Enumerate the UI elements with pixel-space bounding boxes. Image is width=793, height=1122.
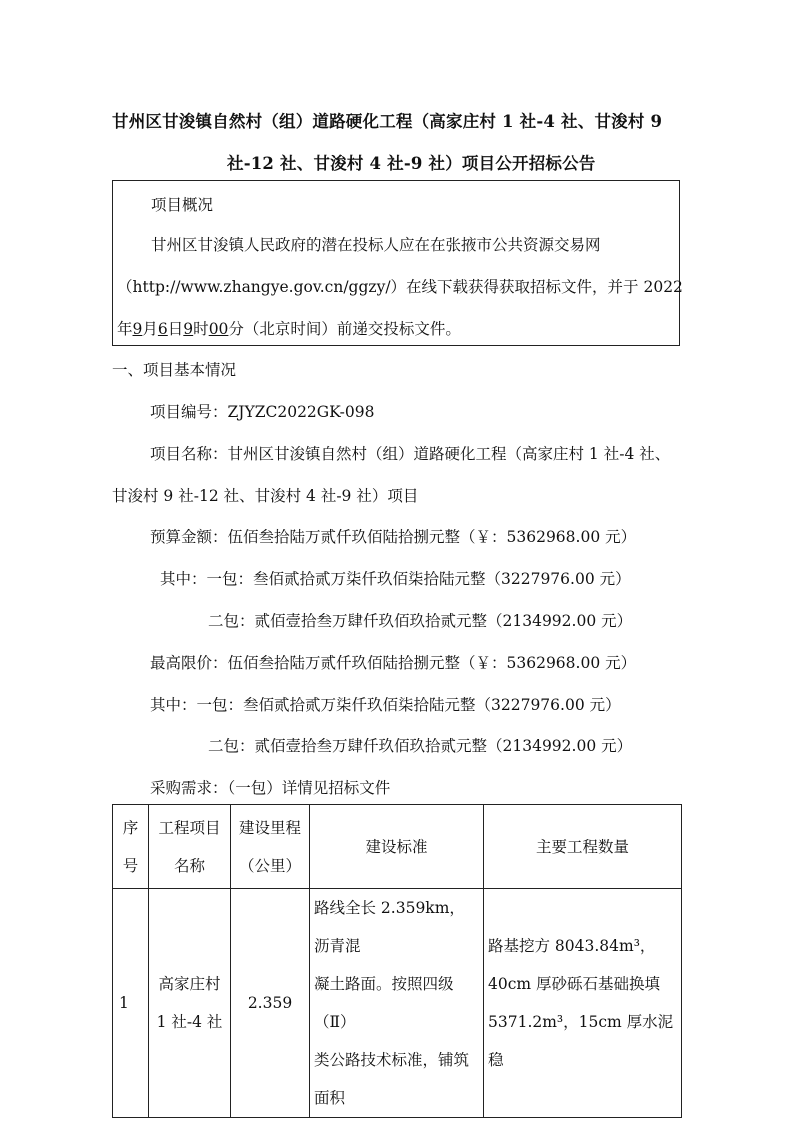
header-length: 建设里程 （公里） bbox=[231, 805, 310, 889]
max-price-package-2: 二包：贰佰壹拾叁万肆仟玖佰玖拾贰元整（2134992.00 元） bbox=[208, 737, 633, 755]
header-serial: 序 号 bbox=[113, 805, 149, 889]
deadline-month: 9 bbox=[132, 320, 143, 338]
table-row bbox=[113, 889, 682, 1118]
header-standard: 建设标准 bbox=[310, 805, 484, 889]
procurement-demand: 采购需求：（一包）详情见招标文件 bbox=[150, 779, 391, 797]
notice-title-line-2: 社-12 社、甘浚村 4 社-9 社）项目公开招标公告 bbox=[227, 154, 596, 173]
project-name-line-2: 甘浚村 9 社-12 社、甘浚村 4 社-9 社）项目 bbox=[112, 487, 419, 505]
max-price: 最高限价：伍佰叁拾陆万贰仟玖佰陆拾捌元整（￥：5362968.00 元） bbox=[150, 654, 637, 672]
header-quantity: 主要工程数量 bbox=[484, 805, 682, 889]
section-1-heading: 一、项目基本情况 bbox=[112, 361, 237, 379]
deadline-hour: 9 bbox=[183, 320, 194, 338]
project-number: 项目编号：ZJYZC2022GK-098 bbox=[150, 403, 375, 421]
deadline-day: 6 bbox=[157, 320, 168, 338]
overview-line-2: （http://www.zhangye.gov.cn/ggzy/）在线下载获得获取招标文件，并于 2022 bbox=[117, 278, 683, 296]
row-length: 2.359 bbox=[231, 889, 310, 1118]
max-price-package-1: 其中：一包：叁佰贰拾贰万柒仟玖佰柒拾陆元整（3227976.00 元） bbox=[150, 696, 621, 714]
row-project-name: 高家庄村 1 社-4 社 bbox=[149, 889, 231, 1118]
month-label: 月 bbox=[142, 320, 158, 338]
row-quantity: 路基挖方 8043.84m³， 40cm 厚砂砾石基础换填 5371.2m³，15cm 厚水泥稳 bbox=[484, 889, 682, 1118]
hour-label: 时 bbox=[193, 320, 209, 338]
budget-package-1: 其中：一包：叁佰贰拾贰万柒仟玖佰柒拾陆元整（3227976.00 元） bbox=[160, 570, 631, 588]
row-standard: 路线全长 2.359km，沥青混 凝土路面。按照四级（Ⅱ） 类公路技术标准，铺筑面积 bbox=[310, 889, 484, 1118]
budget-amount: 预算金额：伍佰叁拾陆万贰仟玖佰陆拾捌元整（￥：5362968.00 元） bbox=[150, 528, 637, 546]
overview-line-1: 甘州区甘浚镇人民政府的潜在投标人应在在张掖市公共资源交易网 bbox=[151, 236, 601, 254]
project-spec-table bbox=[112, 804, 682, 1118]
budget-package-2: 二包：贰佰壹拾叁万肆仟玖佰玖拾贰元整（2134992.00 元） bbox=[208, 612, 633, 630]
row-serial: 1 bbox=[113, 889, 149, 1118]
table-header-row bbox=[113, 805, 682, 889]
deadline-minute: 00 bbox=[208, 320, 229, 338]
year-suffix: 年 bbox=[117, 320, 133, 338]
day-label: 日 bbox=[167, 320, 184, 338]
notice-title-line-1: 甘州区甘浚镇自然村（组）道路硬化工程（高家庄村 1 社-4 社、甘浚村 9 bbox=[112, 112, 663, 131]
deadline-rest: 分（北京时间）前递交投标文件。 bbox=[228, 320, 461, 338]
overview-line-3 bbox=[117, 317, 461, 339]
project-name-line-1: 项目名称：甘州区甘浚镇自然村（组）道路硬化工程（高家庄村 1 社-4 社、 bbox=[150, 445, 671, 463]
header-project-name: 工程项目 名称 bbox=[149, 805, 231, 889]
overview-box bbox=[112, 180, 683, 346]
overview-heading: 项目概况 bbox=[151, 196, 214, 214]
